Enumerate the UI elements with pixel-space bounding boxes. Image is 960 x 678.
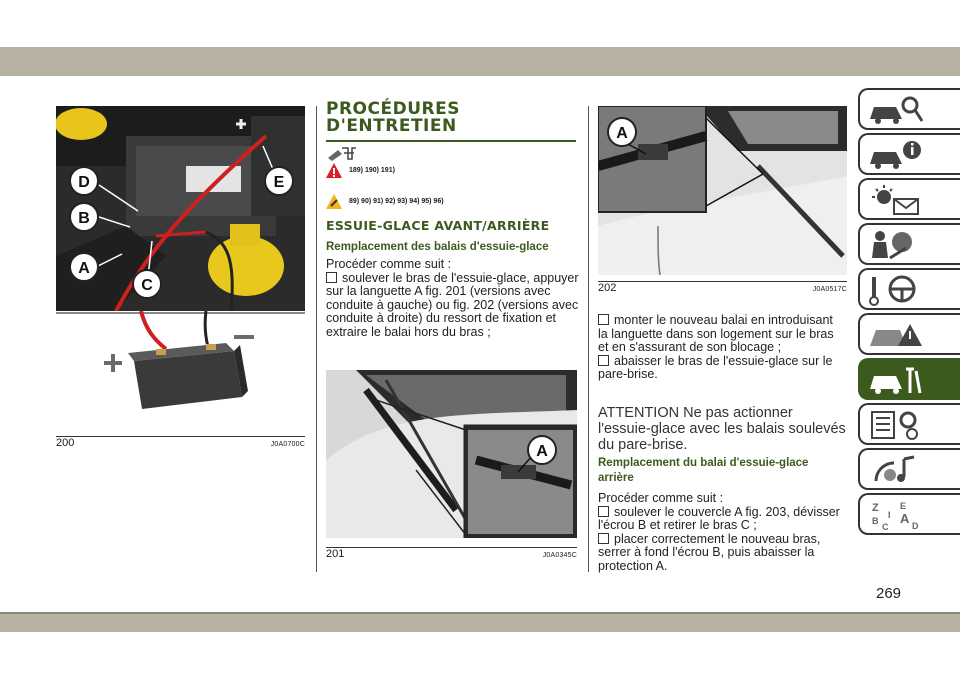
warning-triangle-red-icon	[326, 163, 342, 178]
attention-note: ATTENTION Ne pas actionner l'essuie-glace avec les balais soulevés du pare-brise.	[598, 405, 846, 453]
column-divider	[316, 106, 317, 572]
warning-triangle-yellow-icon	[326, 194, 342, 209]
section-title	[326, 101, 576, 135]
figure-number: 201	[326, 548, 345, 560]
checkbox-bullet-icon	[326, 272, 337, 283]
intro-text: Procéder comme suit :	[326, 257, 452, 271]
car-wrench-icon	[866, 363, 926, 397]
index-letter: Z	[872, 502, 879, 514]
step-text: soulever le bras de l'essuie-glace, appuyer sur la languette A fig. 201 (versions avec conduite à gauche) ou fig. 202 (versions avec conduite à droite) du ressort de fixation et extraire le balai hors du bras ;	[326, 270, 579, 339]
figure-code: J0A0517C	[812, 286, 847, 293]
checkbox-bullet-icon	[598, 314, 609, 325]
callout-label: A	[616, 125, 628, 142]
tab-multimedia[interactable]	[858, 448, 960, 490]
index-letter: B	[872, 516, 879, 526]
callout-label: A	[78, 260, 90, 277]
subsection-title: ESSUIE-GLACE AVANT/ARRIÈRE	[326, 218, 550, 233]
tab-index[interactable]	[858, 493, 960, 535]
figure-202-caption	[598, 281, 847, 294]
page-number: 269	[876, 585, 902, 602]
windscreen-wiper-illustration	[598, 106, 847, 275]
tab-specs[interactable]	[858, 403, 960, 445]
intro-text: Procéder comme suit :	[598, 491, 724, 505]
tab-steering[interactable]	[858, 268, 960, 310]
callout-label: B	[78, 210, 90, 227]
step-text: monter le nouveau balai en introduisant la languette dans son logement sur le bras et en s'assurant de son blocage ;	[598, 313, 834, 354]
rear-wiper-heading: Remplacement du balai d'essuie-glace arrière	[598, 457, 809, 484]
step-text: abaisser le bras de l'essuie-glace sur le pare-brise.	[598, 353, 833, 381]
steering-wheel-key-icon	[866, 273, 926, 307]
multimedia-icon	[866, 453, 926, 487]
figure-number: 200	[56, 437, 75, 449]
index-letter: I	[888, 510, 891, 520]
step-item	[598, 533, 846, 574]
index-letter: E	[900, 501, 907, 511]
tab-light-message[interactable]	[858, 178, 960, 220]
tab-car-warning[interactable]	[858, 313, 960, 355]
section-title-line: D'ENTRETIEN	[326, 116, 457, 136]
warning-red-row	[326, 163, 395, 178]
warning-yellow-row	[326, 194, 444, 209]
figure-code: J0A0345C	[542, 552, 577, 559]
footer-band	[0, 612, 960, 632]
callout-label: A	[536, 443, 548, 460]
tab-car-search[interactable]	[858, 88, 960, 130]
car-search-icon	[866, 93, 926, 127]
figure-201-caption	[326, 547, 577, 560]
callout-label: C	[141, 277, 153, 294]
section-title-rule	[326, 140, 576, 142]
callout-label: D	[78, 174, 90, 191]
specs-gear-icon	[866, 408, 926, 442]
rear-wiper-body	[598, 492, 846, 573]
step-item	[598, 355, 846, 382]
front-wiper-heading: Remplacement des balais d'essuie-glace	[326, 241, 549, 253]
safety-airbag-icon	[866, 228, 926, 262]
tab-safety[interactable]	[858, 223, 960, 265]
index-letter: C	[882, 522, 889, 532]
figure-number: 202	[598, 282, 617, 294]
index-letter: A	[900, 511, 910, 526]
callout-label: E	[273, 174, 285, 191]
battery-diagram	[56, 311, 305, 426]
engine-bay-illustration	[56, 106, 305, 311]
figure-201-photo	[326, 370, 577, 538]
step-text: soulever le couvercle A fig. 203, dévisser l'écrou B et retirer le bras C ;	[598, 504, 840, 532]
checkbox-bullet-icon	[598, 506, 609, 517]
warning-refs: 89) 90) 91) 92) 93) 94) 95) 96)	[349, 198, 444, 205]
header-band	[0, 47, 960, 76]
step-item	[326, 272, 581, 340]
tab-maintenance[interactable]	[858, 358, 960, 400]
battery-icon	[56, 311, 305, 426]
section-title-line: PROCÉDURES	[326, 99, 460, 119]
front-wiper-steps-continued	[598, 314, 846, 382]
figure-200-photo	[56, 106, 305, 311]
light-message-icon	[866, 183, 926, 217]
column-divider	[588, 106, 589, 572]
checkbox-bullet-icon	[598, 533, 609, 544]
step-text: placer correctement le nouveau bras, serrer à fond l'écrou B, puis abaisser la protection A.	[598, 531, 821, 573]
step-item	[598, 314, 846, 355]
figure-200-caption	[56, 436, 305, 449]
index-letters-icon	[866, 498, 926, 532]
windscreen-wiper-illustration	[326, 370, 577, 538]
warning-refs: 189) 190) 191)	[349, 167, 395, 174]
tab-car-info[interactable]	[858, 133, 960, 175]
car-info-icon	[866, 138, 926, 172]
index-letter: D	[912, 521, 919, 531]
figure-202-photo	[598, 106, 847, 275]
car-warning-icon	[866, 318, 926, 352]
figure-code: J0A0700C	[270, 441, 305, 448]
front-wiper-body	[326, 258, 581, 339]
step-item	[598, 506, 846, 533]
checkbox-bullet-icon	[598, 355, 609, 366]
